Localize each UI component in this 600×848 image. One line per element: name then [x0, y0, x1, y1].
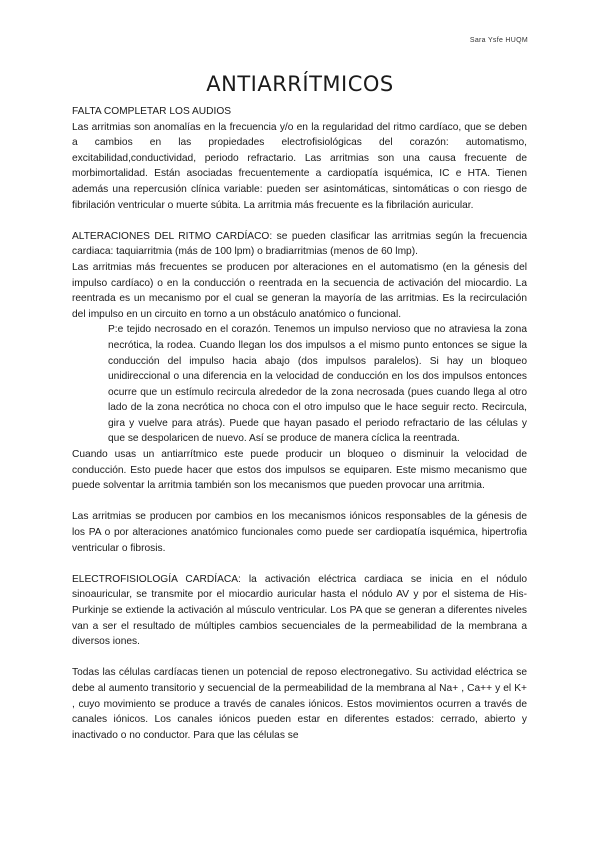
paragraph-electrophysiology: ELECTROFISIOLOGÍA CARDÍACA: la activación eléctrica cardiaca se inicia en el nódulo sinoauricular, se transmite por el miocardio auricular hasta el nódulo AV y por el sistema de His-Purkinje se extiende la activación al músculo ventricular. Los PA que se generan a diferentes niveles van a ser el resultado de múltiples cambios secuenciales de la permeabilidad de la membrana a diversos iones. [72, 573, 527, 648]
paragraph-reentry-example: P:e tejido necrosado en el corazón. Tenemos un impulso nervioso que no atraviesa la zona necrótica, la rodea. Cuando llegan los dos impulsos a el mismo punto entonces se sigue la conducción del impulso hacia abajo (dos impulsos paralelos). Si hay un bloqueo unidireccional o una diferencia en la velocidad de conducción en los dos impulsos entonces ocurre que un estímulo recircula alrededor de la zona necrosada (pues cuando llega al otro lado de la zona necrótica no choca con el otro impulso que le hace seguir recto. Recircula, gira y vuelve para atrás). Puede que hayan pasado el periodo refractario de las células y que se despolaricen de nuevo. Así se produce de manera cíclica la reentrada. [108, 324, 527, 445]
author-name: Sara Ysfe HUQM [469, 37, 528, 44]
paragraph-rhythm-alterations: ALTERACIONES DEL RITMO CARDÍACO: se pueden clasificar las arritmias según la frecuencia cardiaca: taquiarritmia (más de 100 lpm) o bradiarritmias (menos de 60 lmp). [72, 230, 527, 258]
paragraph-spacer [72, 650, 527, 666]
document-title: ANTIARRÍTMICOS [206, 72, 394, 96]
paragraph-spacer [72, 556, 527, 572]
paragraph-mechanisms: Las arritmias más frecuentes se producen por alteraciones en el automatismo (en la génesis del impulso cardíaco) o en la conducción o reentrada en la secuencia de activación del miocardio. La reentrada es un mecanismo por el cual se generan la mayoría de las arritmias. Es la recirculación del impulso en un circuito en torno a un obstáculo anatómico o funcional. [72, 261, 527, 320]
document-body [72, 104, 527, 743]
paragraph-spacer [72, 213, 527, 229]
paragraph-antiarrhythmic-effect: Cuando usas un antiarrítmico este puede producir un bloqueo o disminuir la velocidad de conducción. Esto puede hacer que estos dos impulsos se equiparen. Este mismo mecanismo que puede solventar la arritmia también son los mecanismos que pueden provocar una arritmia. [72, 449, 527, 492]
paragraph-resting-potential: Todas las células cardíacas tienen un potencial de reposo electronegativo. Su actividad eléctrica se debe al aumento transitorio y secuencial de la permeabilidad de la membrana al Na+ , Ca++ y el K+ , cuyo movimiento se produce a través de canales iónicos. Estos movimientos ocurren a través de canales iónicos. Los canales iónicos pueden estar en diferentes estados: cerrado, abierto y inactivado o no conductor. Para que las células se [72, 667, 527, 741]
paragraph-ionic-causes: Las arritmias se producen por cambios en los mecanismos iónicos responsables de la génesis de los PA o por alteraciones anatómico funcionales como puede ser cardiopatía isquémica, hipertrofia ventricular o fibrosis. [72, 511, 527, 554]
paragraph-spacer [72, 494, 527, 510]
paragraph-intro: Las arritmias son anomalías en la frecuencia y/o en la regularidad del ritmo cardíaco, que se deben a cambios en las propiedades electrofisiológicas del corazón: automatismo, excitabilidad,conductividad, periodo refractario. Las arritmias son una causa frecuente de morbimortalidad. Están asociadas frecuentemente a cardiopatía isquémica, IC e HTA. Tienen además una repercusión clínica variable: pueden ser asintomáticas, sintomáticas o con riesgo de fibrilación ventricular o muerte súbita. La arritmia más frecuente es la fibrilación auricular. [72, 121, 527, 211]
pending-note: FALTA COMPLETAR LOS AUDIOS [72, 106, 232, 117]
